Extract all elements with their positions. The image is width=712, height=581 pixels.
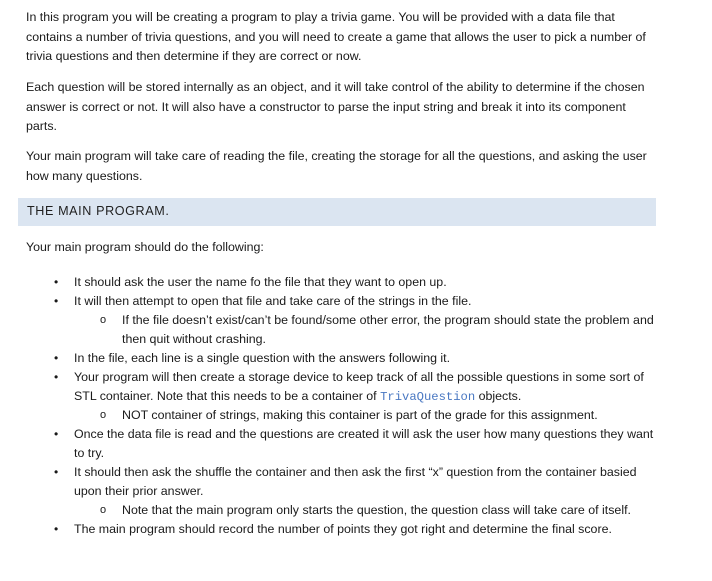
sub-list-item-text: If the file doesn’t exist/can’t be found/some other error, the program should state the problem and then quit without crashing.	[122, 313, 654, 346]
intro-paragraph-2: Each question will be stored internally as an object, and it will take control of the ability to determine if the chosen answer is correct or not. It will also have a constructor to parse the input string and break it into its component parts.	[26, 80, 645, 133]
section-lead-text: Your main program should do the following:	[26, 240, 264, 254]
list-item-5	[54, 425, 664, 463]
bullet-icon: •	[54, 465, 59, 479]
sub-list-item-text: NOT container of strings, making this container is part of the grade for this assignment.	[122, 408, 598, 422]
list-item-text: In the file, each line is a single question with the answers following it.	[74, 351, 451, 365]
class-name-code: TrivaQuestion	[380, 390, 476, 404]
bullet-icon: •	[54, 294, 59, 308]
list-item-3	[54, 349, 664, 368]
sub-bullet-icon: o	[100, 409, 107, 421]
sub-list-item-2-1	[100, 311, 662, 349]
list-item-text: It should then ask the shuffle the container and then ask the first “x” question from the container basied upon their prior answer.	[74, 465, 637, 498]
list-item-text-suffix: objects.	[475, 389, 522, 403]
list-item-6	[54, 463, 664, 501]
list-item-1	[54, 273, 664, 292]
list-item-2	[54, 292, 664, 311]
section-heading: THE MAIN PROGRAM.	[27, 204, 170, 218]
list-item-7	[54, 520, 664, 539]
intro-paragraph-1: In this program you will be creating a program to play a trivia game. You will be provided with a data file that contains a number of trivia questions, and you will need to create a game that allows the user to pick a number of trivia questions and then determine if they are correct or now.	[26, 10, 646, 63]
bullet-icon: •	[54, 522, 59, 536]
list-item-text: It will then attempt to open that file and take care of the strings in the file.	[74, 294, 472, 308]
list-item-text: Once the data file is read and the questions are created it will ask the user how many questions they want to try.	[74, 427, 654, 460]
sub-list-item-6-1	[100, 501, 662, 520]
list-item-text: The main program should record the number of points they got right and determine the final score.	[74, 522, 612, 536]
section-heading-bar	[18, 198, 656, 226]
intro-paragraph-3: Your main program will take care of reading the file, creating the storage for all the questions, and asking the user how many questions.	[26, 149, 647, 183]
bullet-icon: •	[54, 351, 59, 365]
list-item-4	[54, 368, 664, 407]
list-item-text: It should ask the user the name fo the file that they want to open up.	[74, 275, 447, 289]
sub-bullet-icon: o	[100, 504, 107, 516]
list-item-text: Your program will then create a storage device to keep track of all the possible questions in some sort of STL container. Note that this needs to be a container of	[74, 370, 644, 403]
sub-list-item-4-1	[100, 406, 662, 425]
bullet-icon: •	[54, 275, 59, 289]
bullet-icon: •	[54, 427, 59, 441]
sub-list-item-text: Note that the main program only starts the question, the question class will take care of itself.	[122, 503, 631, 517]
bullet-icon: •	[54, 370, 59, 384]
sub-bullet-icon: o	[100, 314, 107, 326]
